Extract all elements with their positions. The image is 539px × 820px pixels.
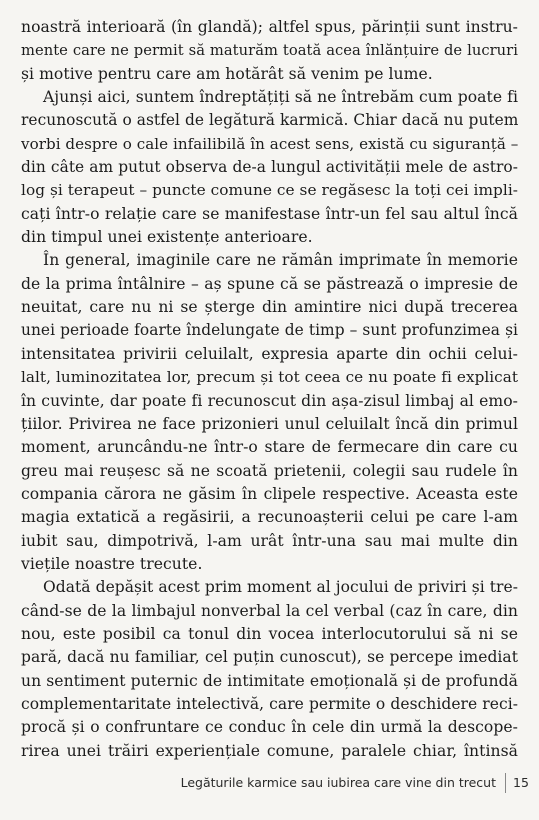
- body-text: [21, 16, 518, 763]
- text-line: când-se de la limbajul nonverbal la cel verbal (caz în care, din: [21, 601, 518, 620]
- text-line: cați într-o relație care se manifestase într-un fel sau altul încă: [21, 204, 518, 223]
- text-line: intensitatea privirii celuilalt, expresia aparte din ochii celui-: [21, 344, 518, 363]
- text-line: din timpul unei existențe anterioare.: [21, 228, 313, 247]
- text-line: moment, aruncându-ne într-o stare de fermecare din care cu: [21, 438, 518, 457]
- paragraph: [21, 576, 518, 763]
- text-line: În general, imaginile care ne rămân imprimate în memorie: [43, 251, 518, 270]
- text-line: în cuvinte, dar poate fi recunoscut din așa-zisul limbaj al emo-: [21, 391, 518, 410]
- text-line: neuitat, care nu ni se șterge din amintire nici după trecerea: [21, 298, 518, 317]
- text-line: log și terapeut – puncte comune ce se regăsesc la toți cei impli-: [21, 181, 518, 200]
- footer-divider: [505, 773, 506, 793]
- text-line: magia extatică a regăsirii, a recunoașterii celui pe care l-am: [21, 508, 518, 527]
- paragraph: [21, 86, 518, 249]
- text-line: procă și o confruntare ce conduc în cele din urmă la descope-: [21, 718, 518, 737]
- text-line: compania cărora ne găsim în clipele respective. Aceasta este: [21, 484, 518, 503]
- running-head: Legăturile karmice sau iubirea care vine din trecut: [180, 775, 496, 790]
- text-line: mente care ne permit să maturăm toată acea înlănțuire de lucruri: [21, 42, 518, 60]
- page-number: 15: [513, 775, 529, 790]
- text-line: Odată depășit acest prim moment al jocului de priviri și tre-: [43, 578, 518, 597]
- text-line: unei perioade foarte îndelungate de timp – sunt profunzimea și: [21, 321, 518, 340]
- text-line: lalt, luminozitatea lor, precum și tot ceea ce nu poate fi explicat: [21, 368, 518, 387]
- text-line: noastră interioară (în glandă); altfel spus, părinții sunt instru-: [21, 18, 518, 36]
- text-line: pară, dacă nu familiar, cel puțin cunoscut), se percepe imediat: [21, 648, 518, 667]
- text-line: țiilor. Privirea ne face prizonieri unul celuilalt încă din primul: [21, 414, 518, 433]
- text-line: nou, este posibil ca tonul din vocea interlocutorului să ni se: [21, 624, 518, 643]
- text-line: din câte am putut observa de-a lungul activității mele de astro-: [21, 158, 518, 177]
- paragraph: [21, 249, 518, 576]
- text-line: viețile noastre trecute.: [21, 554, 203, 573]
- text-line: complementaritate intelectivă, care permite o deschidere reci-: [21, 694, 518, 713]
- text-line: de la prima întâlnire – aș spune că se păstrează o impresie de: [21, 274, 518, 293]
- paragraph: [21, 16, 518, 86]
- text-line: rirea unei trăiri experiențiale comune, paralele chiar, întinsă: [21, 741, 518, 760]
- page-footer: [0, 772, 539, 794]
- text-line: vorbi despre o cale infailibilă în acest sens, există cu siguranță –: [21, 134, 518, 153]
- text-line: greu mai reușesc să ne scoată prietenii, colegii sau rudele în: [21, 461, 518, 480]
- text-line: recunoscută o astfel de legătură karmică. Chiar dacă nu putem: [21, 111, 518, 130]
- text-line: Ajunși aici, suntem îndreptățiți să ne întrebăm cum poate fi: [43, 88, 518, 107]
- text-line: un sentiment puternic de intimitate emoțională și de profundă: [21, 671, 518, 690]
- text-line: iubit sau, dimpotrivă, l-am urât într-una sau mai multe din: [21, 531, 518, 550]
- text-line: și motive pentru care am hotărât să venim pe lume.: [21, 64, 433, 83]
